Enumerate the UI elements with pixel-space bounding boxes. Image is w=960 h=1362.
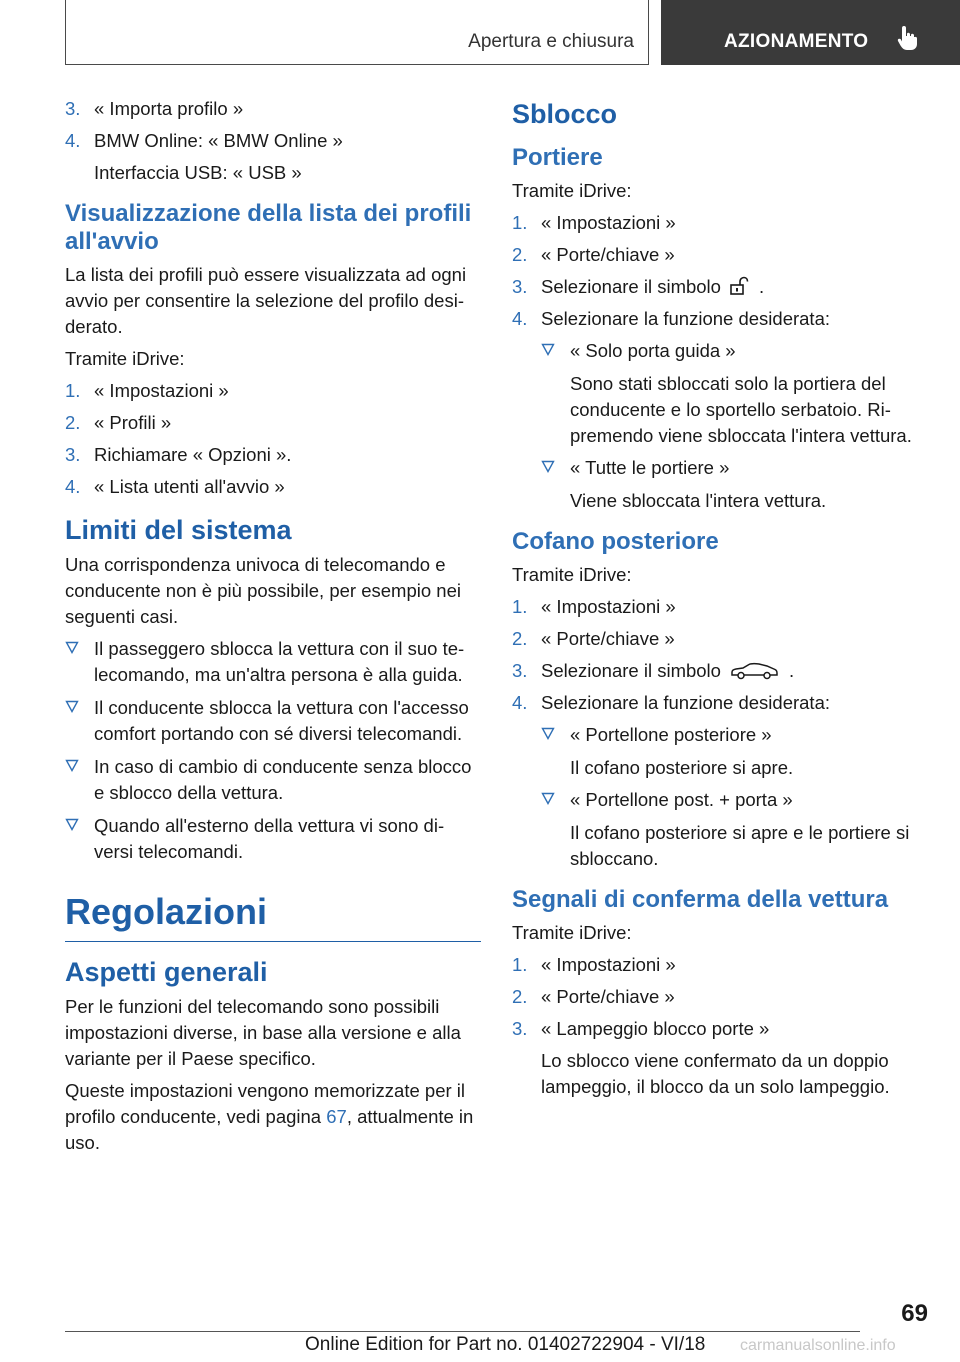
- list-item: [512, 594, 932, 620]
- list-item: [65, 378, 481, 404]
- list-number: 4.: [512, 308, 528, 329]
- list-item: [512, 984, 932, 1010]
- list-number: 2.: [65, 412, 81, 433]
- right-column: [512, 96, 932, 1106]
- list-item: [512, 242, 932, 268]
- list-text: Selezionare la funzione desiderata:: [541, 692, 830, 713]
- option-description: Sono stati sbloccati solo la portiera del conducente e lo sportello serbatoio. Ri-premendo viene sbloccata l'intera vettura.: [570, 373, 912, 446]
- list-text: « Impostazioni »: [541, 212, 676, 233]
- heading-cofano: Cofano posteriore: [512, 528, 719, 555]
- triangle-bullet-icon: [65, 641, 79, 654]
- list-item: [65, 128, 481, 154]
- heading-limiti: Limiti del sistema: [65, 515, 292, 545]
- footer-rule: [65, 1331, 860, 1332]
- list-text: « Lampeggio blocco porte »: [541, 1018, 770, 1039]
- list-text: Selezionare il simbolo: [541, 660, 721, 681]
- list-subtext: Lo sblocco viene confermato da un doppio lampeggio, il blocco da un solo lampeggio.: [541, 1050, 890, 1097]
- list-text: « Porte/chiave »: [541, 986, 675, 1007]
- paragraph: [65, 1078, 481, 1156]
- paragraph: Tramite iDrive:: [65, 348, 185, 369]
- list-item: [65, 474, 481, 500]
- period: .: [758, 276, 765, 297]
- list-number: 4.: [65, 476, 81, 497]
- list-text: Selezionare la funzione desiderata:: [541, 308, 830, 329]
- hand-pointer-icon: [897, 25, 919, 51]
- chapter-tab: [661, 0, 960, 65]
- list-text: « Lista utenti all'avvio »: [94, 476, 285, 497]
- section-title: Apertura e chiusura: [468, 31, 634, 52]
- edition-text: Online Edition for Part no. 01402722904 - VI/18: [305, 1334, 706, 1355]
- paragraph: Tramite iDrive:: [512, 922, 632, 943]
- list-item: [512, 690, 932, 716]
- bullet-text: Il passeggero sblocca la vettura con il suo te-lecomando, ma un'altra persona è alla guida.: [94, 638, 465, 685]
- paragraph: Tramite iDrive:: [512, 180, 632, 201]
- list-text: « Porte/chiave »: [541, 244, 675, 265]
- unlock-icon: [729, 276, 749, 296]
- list-text: « Impostazioni »: [541, 954, 676, 975]
- list-number: 4.: [65, 130, 81, 151]
- option-label: « Tutte le portiere »: [570, 457, 730, 478]
- list-text: « Porte/chiave »: [541, 628, 675, 649]
- list-text: Selezionare il simbolo: [541, 276, 721, 297]
- list-text: « Impostazioni »: [94, 380, 229, 401]
- left-column: [65, 96, 481, 1162]
- chapter-title: AZIONAMENTO: [724, 31, 869, 52]
- heading-sblocco: Sblocco: [512, 99, 618, 129]
- bullet-item: [65, 754, 481, 806]
- heading-segnali: Segnali di conferma della vettura: [512, 886, 889, 913]
- list-item: [512, 626, 932, 652]
- triangle-bullet-icon: [65, 700, 79, 713]
- page-header: [0, 0, 960, 66]
- bullet-item: [541, 455, 932, 481]
- option-description: Il cofano posteriore si apre e le portiere si sbloccano.: [570, 822, 910, 869]
- option-description: Viene sbloccata l'intera vettura.: [570, 490, 827, 511]
- page-number: 69: [901, 1300, 928, 1327]
- triangle-bullet-icon: [65, 759, 79, 772]
- heading-regolazioni: Regolazioni: [65, 891, 481, 942]
- triangle-bullet-icon: [541, 460, 555, 473]
- paragraph: Per le funzioni del telecomando sono possibili impostazioni diverse, in base alla versione e alla variante per il Paese specifico.: [65, 996, 461, 1069]
- list-number: 1.: [65, 380, 81, 401]
- list-number: 1.: [512, 596, 528, 617]
- triangle-bullet-icon: [65, 818, 79, 831]
- triangle-bullet-icon: [541, 792, 555, 805]
- list-number: 2.: [512, 244, 528, 265]
- list-number: 2.: [512, 986, 528, 1007]
- list-item: [512, 306, 932, 332]
- bullet-item: [65, 636, 481, 688]
- bullet-text: Quando all'esterno della vettura vi sono di-versi telecomandi.: [94, 815, 445, 862]
- period: .: [788, 660, 795, 681]
- list-text: « Impostazioni »: [541, 596, 676, 617]
- list-item: [512, 210, 932, 236]
- list-item: [65, 442, 481, 468]
- page-reference-link[interactable]: 67: [326, 1106, 347, 1127]
- list-number: 3.: [512, 660, 528, 681]
- car-trunk-icon: [729, 662, 779, 680]
- list-number: 4.: [512, 692, 528, 713]
- list-text: Richiamare « Opzioni ».: [94, 444, 292, 465]
- list-number: 3.: [512, 276, 528, 297]
- list-number: 1.: [512, 212, 528, 233]
- list-item: [512, 274, 932, 300]
- option-label: « Portellone posteriore »: [570, 724, 772, 745]
- paragraph: Tramite iDrive:: [512, 564, 632, 585]
- paragraph: La lista dei profili può essere visualizzata ad ogni avvio per consentire la selezione del profilo desi-derato.: [65, 264, 467, 337]
- list-item: [65, 410, 481, 436]
- bullet-item: [541, 722, 932, 748]
- option-list: [512, 722, 932, 872]
- option-label: « Portellone post. + porta »: [570, 789, 793, 810]
- list-number: 3.: [65, 444, 81, 465]
- option-description: Il cofano posteriore si apre.: [570, 757, 794, 778]
- list-text: BMW Online: « BMW Online »: [94, 130, 343, 151]
- bullet-item: [65, 695, 481, 747]
- list-number: 2.: [512, 628, 528, 649]
- triangle-bullet-icon: [541, 343, 555, 356]
- list-subtext: Interfaccia USB: « USB »: [94, 162, 302, 183]
- list-number: 3.: [65, 98, 81, 119]
- list-text: « Importa profilo »: [94, 98, 244, 119]
- bullet-text: In caso di cambio di conducente senza blocco e sblocco della vettura.: [94, 756, 472, 803]
- paragraph: Una corrispondenza univoca di telecomando e conducente non è più possibile, per esempio nei seguenti casi.: [65, 554, 461, 627]
- bullet-text: Il conducente sblocca la vettura con l'accesso comfort portando con sé diversi telecomandi.: [94, 697, 469, 744]
- heading-visualizzazione: Visualizzazione della lista dei profili all'avvio: [65, 200, 472, 255]
- list-number: 3.: [512, 1018, 528, 1039]
- paragraph-text: Queste impostazioni vengono memorizzate per il profilo conducente, vedi pagina: [65, 1080, 465, 1127]
- option-label: « Solo porta guida »: [570, 340, 736, 361]
- heading-portiere: Portiere: [512, 144, 603, 171]
- list-number: 1.: [512, 954, 528, 975]
- list-item: [512, 658, 932, 684]
- paragraph-text: , attualmente in uso.: [65, 1106, 474, 1153]
- heading-aspetti: Aspetti generali: [65, 957, 268, 987]
- list-item: [512, 1016, 932, 1042]
- list-text: « Profili »: [94, 412, 172, 433]
- list-item: [512, 952, 932, 978]
- bullet-item: [541, 787, 932, 813]
- watermark: carmanualsonline.info: [740, 1337, 896, 1354]
- option-list: [512, 338, 932, 514]
- list-item: [65, 96, 481, 122]
- bullet-item: [65, 813, 481, 865]
- bullet-item: [541, 338, 932, 364]
- triangle-bullet-icon: [541, 727, 555, 740]
